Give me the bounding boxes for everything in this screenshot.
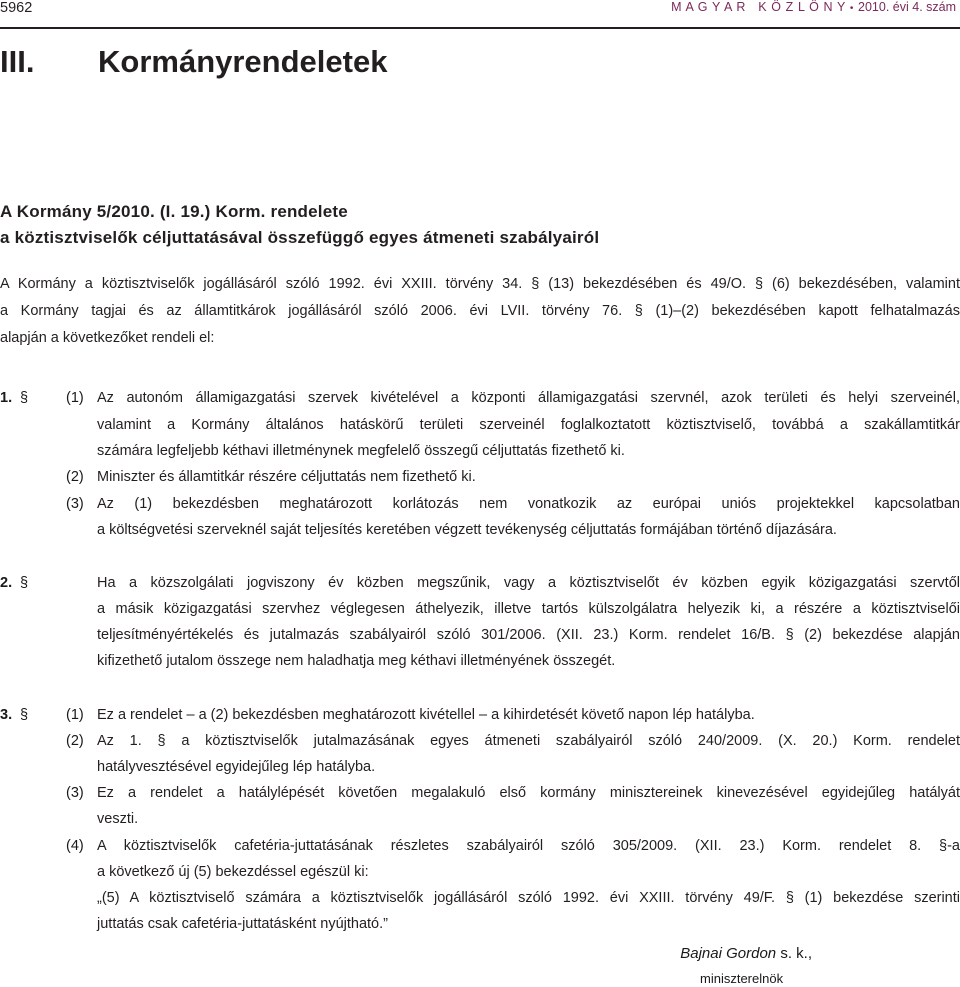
preamble-line1: A Kormány a köztisztviselők jogállásáról szóló 1992. évi XXIII. törvény 34. § (13) bekezdésében és 49/O. § (6) bekezdésében, valamint [0, 276, 960, 292]
preamble-line3: alapján a következőket rendeli el: [0, 330, 215, 346]
section-3-para3-num: (3) [66, 785, 84, 801]
journal-header [671, 0, 956, 14]
issue-label: 2010. évi 4. szám [858, 0, 956, 14]
decree-title [0, 199, 599, 251]
section-3-para1-num: (1) [66, 707, 84, 723]
section-3-para4-line2: a következő új (5) bekezdéssel egészül ki: [97, 864, 369, 880]
section-2-line2: a másik közigazgatási szervhez véglegesen áthelyezik, illetve tartós külszolgálatra helyezik ki, a részére a köztisztviselői [97, 601, 960, 617]
section-1-symbol: § [20, 390, 29, 406]
section-1-para2-line1: Miniszter és államtitkár részére céljuttatás nem fizethető ki. [97, 469, 476, 485]
preamble-line2: a Kormány tagjai és az államtitkárok jogállásáról szóló 2006. évi LVII. törvény 76. § (1)–(2) bekezdésében kapott felhatalmazás [0, 303, 960, 319]
section-1-para3-line1: Az (1) bekezdésben meghatározott korlátozás nem vonatkozik az európai uniós projektekkel kapcsolatban [97, 496, 960, 512]
signatory-suffix: s. k., [776, 945, 812, 962]
section-3-para4-quote-line1: „(5) A köztisztviselő számára a köztisztviselők jogállásáról szóló 1992. évi XXIII. törvény 49/F. § (1) bekezdése szerinti [97, 890, 960, 906]
section-3-para3-line2: veszti. [97, 811, 139, 827]
section-1-para1-line1: Az autonóm államigazgatási szervek kivételével a központi államigazgatási szervnél, azok területi és helyi szerveinél, [97, 390, 960, 406]
journal-name: M A G Y A R K Ö Z L Ö N Y [671, 0, 846, 14]
section-3-para4-num: (4) [66, 838, 84, 854]
page-number: 5962 [0, 0, 33, 16]
section-1-para2-num: (2) [66, 469, 84, 485]
section-1-para1-line3: számára legfeljebb kéthavi illetménynek megfelelő összegű céljuttatás fizethető ki. [97, 443, 625, 459]
section-3-symbol: § [20, 707, 29, 723]
section-3-para1-line1: Ez a rendelet – a (2) bekezdésben meghatározott kivétellel – a kihirdetését követő napon lép hatályba. [97, 707, 755, 723]
bullet-icon: • [849, 3, 855, 14]
section-1-para1-line2: valamint a Kormány általános hatáskörű területi szerveinél foglalkoztatott köztisztviselő, továbbá a szakállamtitkár [97, 417, 960, 433]
section-1-number: 1. [0, 390, 13, 406]
section-3-para2-line1: Az 1. § a köztisztviselők jutalmazásának egyes átmeneti szabályairól szóló 240/2009. (X. 20.) Korm. rendelet [97, 733, 960, 749]
section-3-para3-line1: Ez a rendelet a hatálylépését követően megalakuló első kormány minisztereinek kinevezésével egyidejűleg hatályát [97, 785, 960, 801]
signatory-role: miniszterelnök [700, 971, 784, 986]
section-1-para3-num: (3) [66, 496, 84, 512]
section-2-line3: teljesítményértékelés és jutalmazás szabályairól szóló 301/2006. (XII. 23.) Korm. rendelet 16/B. § (2) bekezdése alapján [97, 627, 960, 643]
section-2-line4: kifizethető jutalom összege nem haladhatja meg kéthavi illetményének összegét. [97, 653, 616, 669]
section-1-para1-num: (1) [66, 390, 84, 406]
signature [680, 945, 812, 962]
section-2-line1: Ha a közszolgálati jogviszony év közben megszűnik, vagy a köztisztviselőt év közben egyik közigazgatási szervtől [97, 575, 960, 591]
decree-title-line1: A Kormány 5/2010. (I. 19.) Korm. rendelete [0, 202, 348, 221]
signatory-name: Bajnai Gordon [680, 945, 777, 962]
section-number: III. [0, 44, 35, 79]
section-3-para2-num: (2) [66, 733, 84, 749]
section-2-symbol: § [20, 575, 29, 591]
section-3-para4-quote-line2: juttatás csak cafetéria-juttatásként nyújtható.” [97, 916, 388, 932]
section-1-para3-line2: a költségvetési szerveknél saját teljesítés keretében végzett tevékenység céljuttatás formájában történő díjazására. [97, 522, 837, 538]
section-3-number: 3. [0, 707, 13, 723]
section-3-para4-line1: A köztisztviselők cafetéria-juttatásának részletes szabályairól szóló 305/2009. (XII. 23.) Korm. rendelet 8. §-a [97, 838, 960, 854]
header-rule [0, 27, 960, 29]
section-2-number: 2. [0, 575, 13, 591]
decree-title-line2: a köztisztviselők céljuttatásával összefüggő egyes átmeneti szabályairól [0, 228, 600, 247]
section-title: Kormányrendeletek [98, 44, 388, 79]
section-3-para2-line2: hatályvesztésével egyidejűleg lép hatályba. [97, 759, 376, 775]
